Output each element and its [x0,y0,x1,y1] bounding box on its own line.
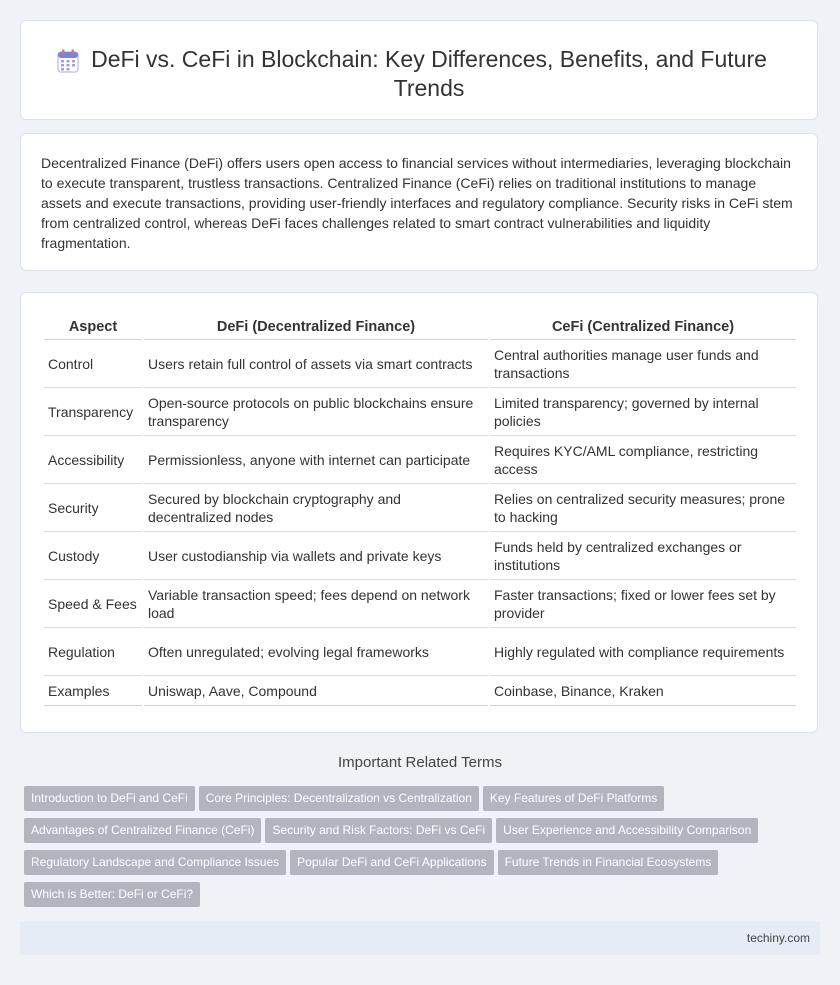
table-row [44,484,796,532]
related-term-tag[interactable]: Key Features of DeFi Platforms [483,786,664,811]
related-term-tag[interactable]: Regulatory Landscape and Compliance Issues [24,850,286,875]
related-terms-list [24,786,814,914]
aspect-cell: Control [44,340,142,388]
intro-paragraph: Decentralized Finance (DeFi) offers users open access to financial services without intermediaries, leveraging blockchain to execute transparent, trustless transactions. Centralized Finance (CeFi) relies on traditional institutions to manage assets and execute transactions, providing user-friendly interfaces and regulatory compliance. Security risks in CeFi stem from centralized control, whereas DeFi faces challenges related to smart contract vulnerabilities and liquidity fragmentation. [41,155,793,251]
defi-cell: Open-source protocols on public blockchains ensure transparency [144,388,488,436]
related-terms-heading: Important Related Terms [338,754,502,771]
comparison-card [20,292,818,733]
table-row [44,340,796,388]
aspect-cell: Custody [44,532,142,580]
related-term-tag[interactable]: Popular DeFi and CeFi Applications [290,850,493,875]
aspect-cell: Regulation [44,628,142,676]
related-term-tag[interactable]: Core Principles: Decentralization vs Centralization [199,786,479,811]
table-header-row [44,313,796,340]
cefi-cell: Highly regulated with compliance requirements [490,628,796,676]
related-term-tag[interactable]: Advantages of Centralized Finance (CeFi) [24,818,261,843]
column-header-defi: DeFi (Decentralized Finance) [144,313,488,340]
table-row [44,532,796,580]
header-card [20,20,818,120]
cefi-cell: Relies on centralized security measures; prone to hacking [490,484,796,532]
column-header-aspect: Aspect [44,313,142,340]
cefi-cell: Coinbase, Binance, Kraken [490,676,796,706]
related-term-tag[interactable]: Which is Better: DeFi or CeFi? [24,882,200,907]
related-term-tag[interactable]: Security and Risk Factors: DeFi vs CeFi [265,818,492,843]
related-term-tag[interactable]: User Experience and Accessibility Comparison [496,818,758,843]
defi-cell: User custodianship via wallets and private keys [144,532,488,580]
table-row [44,628,796,676]
aspect-cell: Accessibility [44,436,142,484]
defi-cell: Users retain full control of assets via smart contracts [144,340,488,388]
comparison-table [42,313,798,706]
aspect-cell: Examples [44,676,142,706]
cefi-cell: Limited transparency; governed by internal policies [490,388,796,436]
defi-cell: Secured by blockchain cryptography and decentralized nodes [144,484,488,532]
cefi-cell: Funds held by centralized exchanges or institutions [490,532,796,580]
table-row [44,388,796,436]
footer-site-name: techiny.com [746,931,810,945]
column-header-cefi: CeFi (Centralized Finance) [490,313,796,340]
cefi-cell: Central authorities manage user funds and transactions [490,340,796,388]
intro-card [20,133,818,271]
defi-cell: Permissionless, anyone with internet can participate [144,436,488,484]
table-row [44,676,796,706]
table-row [44,580,796,628]
defi-cell: Uniswap, Aave, Compound [144,676,488,706]
aspect-cell: Speed & Fees [44,580,142,628]
cefi-cell: Faster transactions; fixed or lower fees set by provider [490,580,796,628]
table-row [44,436,796,484]
page-title: DeFi vs. CeFi in Blockchain: Key Differences, Benefits, and Future Trends [91,46,767,101]
cefi-cell: Requires KYC/AML compliance, restricting access [490,436,796,484]
aspect-cell: Security [44,484,142,532]
related-term-tag[interactable]: Future Trends in Financial Ecosystems [498,850,719,875]
footer [20,921,820,955]
aspect-cell: Transparency [44,388,142,436]
defi-cell: Variable transaction speed; fees depend on network load [144,580,488,628]
related-term-tag[interactable]: Introduction to DeFi and CeFi [24,786,195,811]
defi-cell: Often unregulated; evolving legal frameworks [144,628,488,676]
